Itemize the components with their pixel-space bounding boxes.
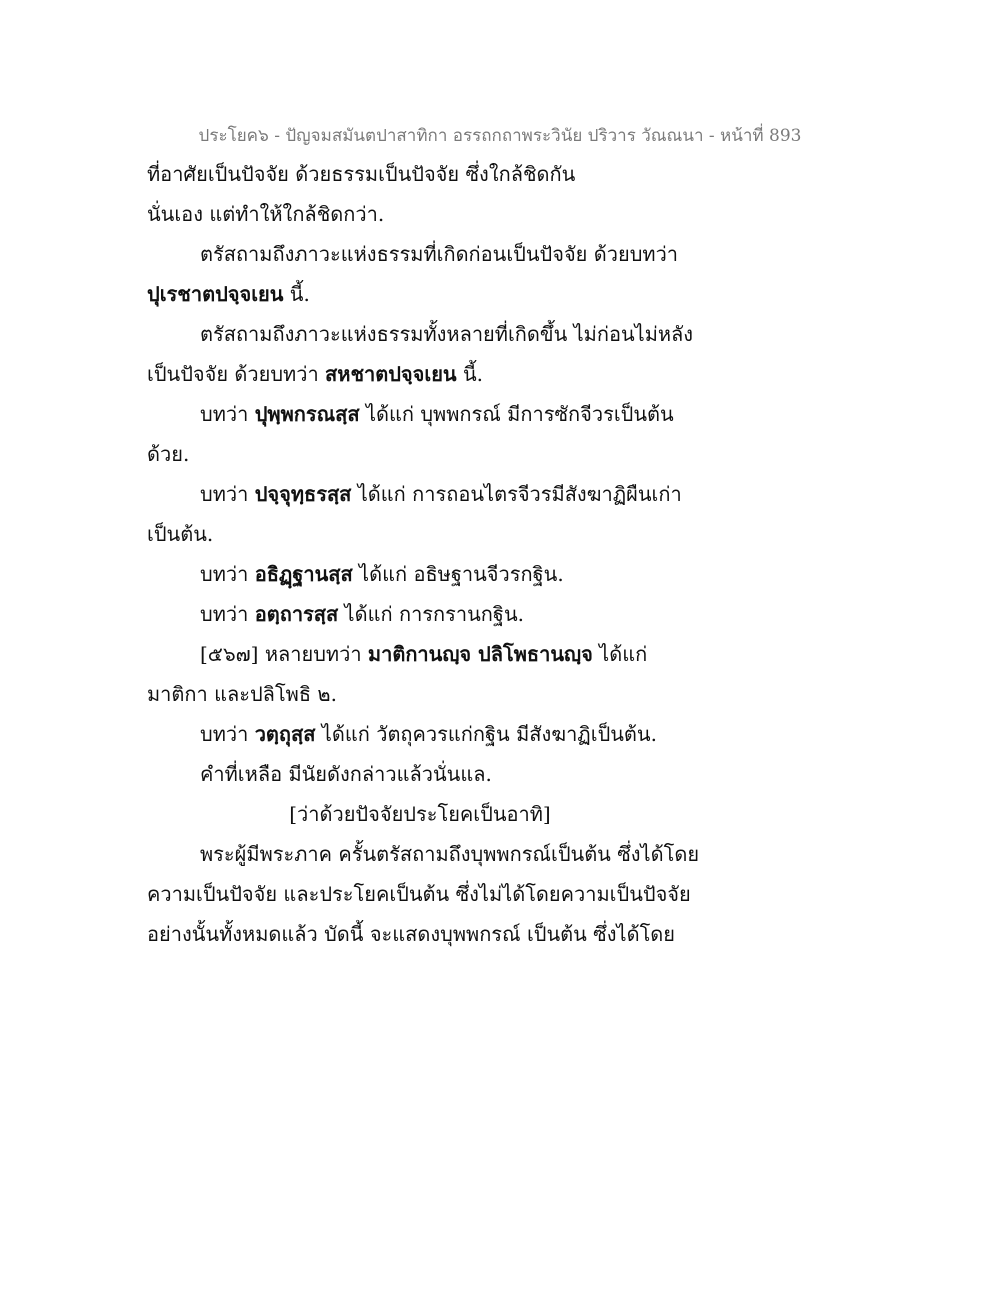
text-span: บทว่า xyxy=(200,562,255,586)
pali-term: อธิฏฺฐานสฺส xyxy=(254,562,353,586)
text-span: บทว่า xyxy=(200,722,255,746)
text-line xyxy=(200,322,693,346)
text-span: เป็นต้น. xyxy=(147,522,214,546)
text-span: นี้. xyxy=(283,282,310,306)
text-line xyxy=(200,482,682,506)
pali-term: ปุเรชาตปจฺจเยน xyxy=(147,282,284,306)
text-line xyxy=(147,882,691,906)
text-line xyxy=(200,602,524,626)
text-span: ตรัสถามถึงภาวะแห่งธรรมที่เกิดก่อนเป็นปัจจัย ด้วยบทว่า xyxy=(200,242,679,266)
text-span: ได้แก่ xyxy=(592,642,648,666)
text-span: นี้. xyxy=(456,362,483,386)
text-span: [ว่าด้วยปัจจัยประโยคเป็นอาทิ] xyxy=(289,802,551,826)
text-span: ได้แก่ การถอนไตรจีวรมีสังฆาฏิผืนเก่า xyxy=(351,482,682,506)
text-span: เป็นปัจจัย ด้วยบทว่า xyxy=(147,362,326,386)
page-header: ประโยค๖ - ปัญจมสมันตปาสาทิกา อรรถกถาพระวินัย ปริวาร วัณณนา - หน้าที่ 893 xyxy=(198,126,802,146)
text-line xyxy=(200,562,564,586)
text-span: บทว่า xyxy=(200,602,255,626)
text-line xyxy=(147,282,310,306)
text-line xyxy=(147,362,483,386)
text-span: ตรัสถามถึงภาวะแห่งธรรมทั้งหลายที่เกิดขึ้น ไม่ก่อนไม่หลัง xyxy=(200,322,694,346)
text-span: มาติกา และปลิโพธิ ๒. xyxy=(147,682,337,706)
text-span: ได้แก่ บุพพกรณ์ มีการซักจีวรเป็นต้น xyxy=(359,402,674,426)
text-span: ได้แก่ การกรานกฐิน. xyxy=(338,602,524,626)
text-span: ด้วย. xyxy=(147,442,190,466)
text-span: อย่างนั้นทั้งหมดแล้ว บัดนี้ จะแสดงบุพพกรณ์ เป็นต้น ซึ่งได้โดย xyxy=(147,922,676,946)
pali-term: วตฺถุสฺส xyxy=(254,722,316,746)
text-span: ที่อาศัยเป็นปัจจัย ด้วยธรรมเป็นปัจจัย ซึ่งใกล้ชิดกัน xyxy=(147,162,576,186)
text-span: บทว่า xyxy=(200,482,255,506)
text-line xyxy=(200,642,647,666)
text-span: บทว่า xyxy=(200,402,255,426)
pali-term: มาติกานญฺจ ปลิโพธานญฺจ xyxy=(367,642,593,666)
text-line xyxy=(147,162,575,186)
pali-term: ปจฺจุทฺธรสฺส xyxy=(254,482,352,506)
text-line xyxy=(200,842,699,866)
text-span: พระผู้มีพระภาค ครั้นตรัสถามถึงบุพพกรณ์เป็นต้น ซึ่งได้โดย xyxy=(200,842,700,866)
text-line xyxy=(147,682,337,706)
text-line xyxy=(147,442,189,466)
text-line xyxy=(200,402,674,426)
text-line xyxy=(147,522,213,546)
text-span: [๕๖๗] หลายบทว่า xyxy=(200,642,368,666)
text-span: นั่นเอง แต่ทำให้ใกล้ชิดกว่า. xyxy=(147,202,385,226)
text-span: คำที่เหลือ มีนัยดังกล่าวแล้วนั่นแล. xyxy=(200,762,492,786)
pali-term: สหชาตปจฺจเยน xyxy=(325,362,457,386)
text-line xyxy=(147,202,384,226)
section-heading xyxy=(0,802,840,826)
text-line xyxy=(200,762,492,786)
text-line xyxy=(200,242,678,266)
text-span: ความเป็นปัจจัย และประโยคเป็นต้น ซึ่งไม่ได้โดยความเป็นปัจจัย xyxy=(147,882,691,906)
text-span: ได้แก่ วัตถุควรแก่กฐิน มีสังฆาฏิเป็นต้น. xyxy=(315,722,657,746)
text-line xyxy=(200,722,657,746)
text-line xyxy=(147,922,675,946)
pali-term: อตฺถารสฺส xyxy=(254,602,339,626)
pali-term: ปุพฺพกรณสฺส xyxy=(254,402,360,426)
text-span: ได้แก่ อธิษฐานจีวรกฐิน. xyxy=(352,562,564,586)
